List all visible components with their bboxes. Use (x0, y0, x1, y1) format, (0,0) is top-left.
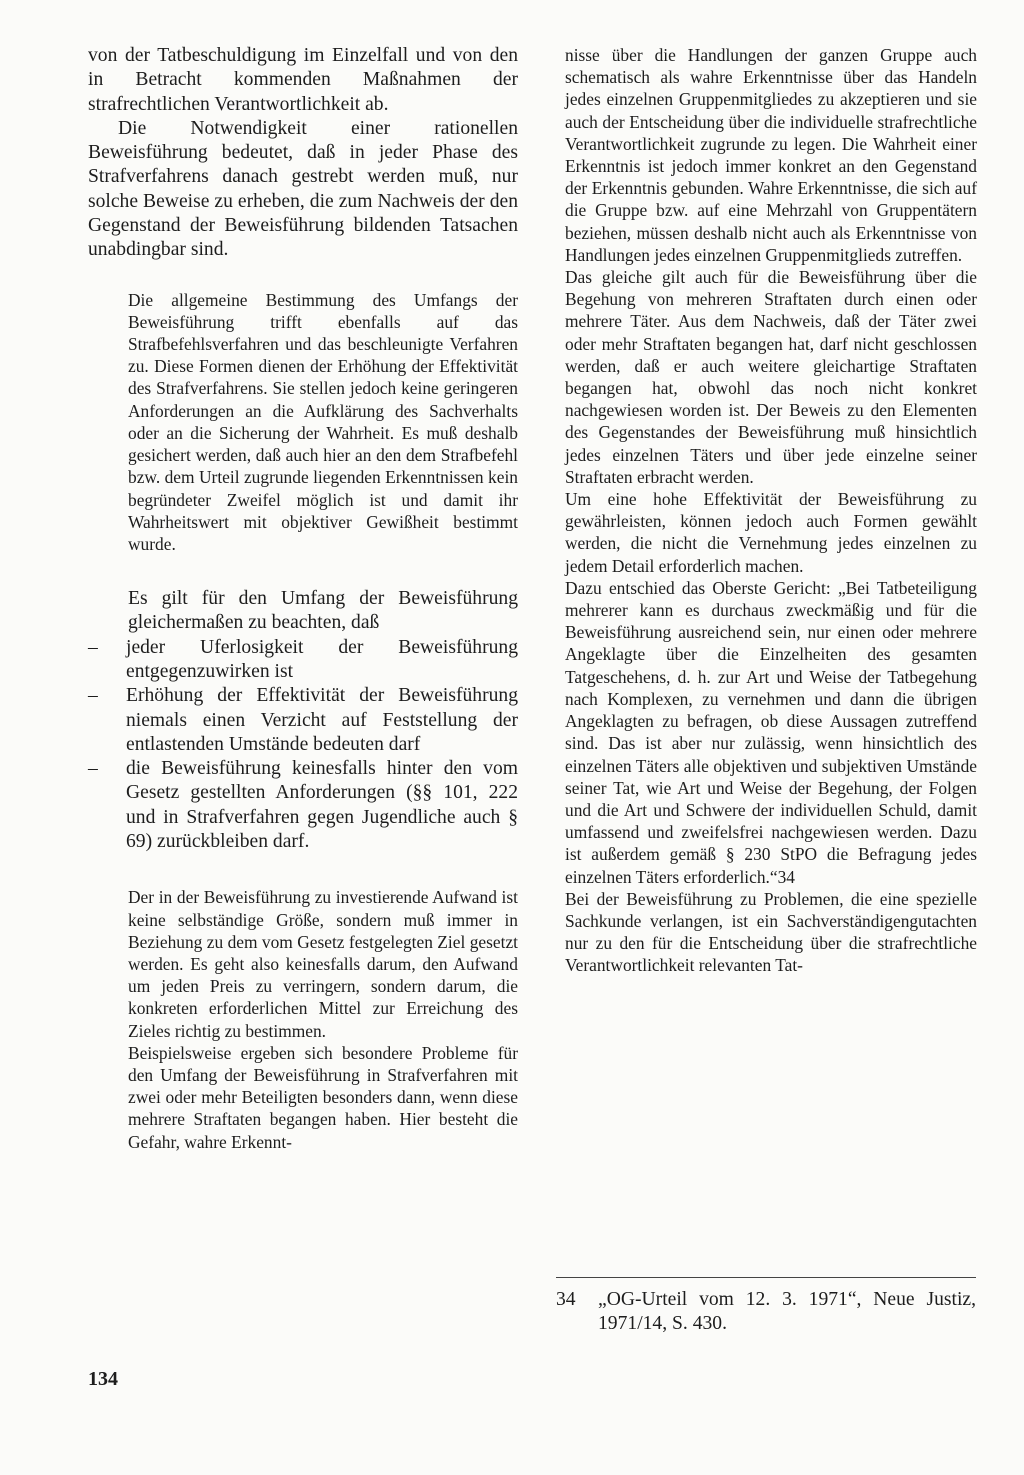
list-item: – Erhöhung der Effektivität der Beweisführung niemals einen Verzicht auf Feststellung der entlastenden Umstände bedeuten darf (88, 684, 518, 757)
paragraph: Das gleiche gilt auch für die Beweisführung über die Begehung von mehreren Straftaten durch einen oder mehrere Täter. Aus dem Nachweis, daß der Täter zwei oder mehr Straftaten begangen hat, darf nicht geschlossen werden, daß er auch weitere gleichartige Straftaten begangen hat, obwohl das noch nicht konkret nachgewiesen worden ist. Der Beweis zu den Elementen des Gegenstandes der Beweisführung muß hinsichtlich jedes einzelnen Täters und über jede einzelne seiner Straftaten erbracht werden. (565, 267, 977, 487)
quotation-paragraph: Dazu entschied das Oberste Gericht: „Bei Tatbeteiligung mehrerer kann es durchaus zweckmäßig und für die Beweisführung ausreichend sein, nur einen oder mehrere Angeklagte über die Einzelheiten des gesamten Tatgeschehens, d. h. zur Art und Weise der Tatbegehung nach Komplexen, zu vernehmen und dann die übrigen Angeklagten zu befragen, ob diese Aussagen zutreffend sind. Das ist aber nur zulässig, wenn hinsichtlich des einzelnen Täters alle objektiven und subjektiven Umstände seiner Tat, wie Art und Weise der Begehung, der Folgen und die Art und Schwere der individuellen Schuld, damit umfassend und zweifelsfrei nachgewiesen werden. Dazu ist außerdem gemäß § 230 StPO die Befragung jedes einzelnen Täters erforderlich.“34 (565, 577, 977, 887)
footnote-number: 34 (556, 1289, 576, 1310)
dash-list (88, 636, 518, 855)
paragraph: nisse über die Handlungen der ganzen Gruppe auch schematisch als wahre Erkenntnisse über das Handeln jedes einzelnen Gruppenmitgliedes zu akzeptieren und sie auch der Entscheidung über die individuelle strafrechtliche Verantwortlichkeit zugrunde zu legen. Die Wahrheit einer Erkenntnis ist jedoch immer konkret an den Gegenstand der Erkenntnis gebunden. Wahre Erkenntnisse, die sich auf die Gruppe bzw. auf eine Mehrzahl von Gruppentätern beziehen, müssen deshalb nicht auch als Erkenntnisse von Handlungen jedes einzelnen Gruppenmitglieds zutreffen. (565, 45, 977, 265)
inset-paragraph: Beispielsweise ergeben sich besondere Probleme für den Umfang der Beweisführung in Strafverfahren mit zwei oder mehr Beteiligten besonders dann, wenn diese mehrere Straftaten begangen haben. Hier besteht die Gefahr, wahre Erkennt- (128, 1042, 518, 1152)
footnote-text: „OG-Urteil vom 12. 3. 1971“, Neue Justiz, 1971/14, S. 430. (598, 1289, 976, 1335)
footnote-divider (556, 1277, 976, 1278)
page-number: 134 (88, 1368, 118, 1390)
paragraph: Es gilt für den Umfang der Beweisführung gleichermaßen zu beachten, daß (128, 588, 518, 634)
inset-paragraph: Der in der Beweisführung zu investierende Aufwand ist keine selbständige Größe, sondern muß immer in Beziehung zu dem vom Gesetz festgelegten Ziel gesetzt werden. Es geht also keinesfalls darum, den Aufwand um jeden Preis zu verringern, sondern darum, die konkreten erforderlichen Mittel zur Erreichung des Zieles richtig zu bestimmen. (128, 887, 518, 1041)
list-item: – die Beweisführung keinesfalls hinter den vom Gesetz gestellten Anforderungen (§§ 101, 222 und in Strafverfahren gegen Jugendliche auch § 69) zurückbleiben darf. (88, 757, 518, 854)
paragraph: Bei der Beweisführung zu Problemen, die eine spezielle Sachkunde verlangen, ist ein Sachverständigengutachten nur zu den für die Entscheidung über die strafrechtliche Verantwortlichkeit relevanten Tat- (565, 888, 977, 976)
paragraph: von der Tatbeschuldigung im Einzelfall und von den in Betracht kommenden Maßnahmen der strafrechtlichen Verantwortlichkeit ab. (88, 45, 518, 115)
left-column (88, 44, 518, 1153)
paragraph: Um eine hohe Effektivität der Beweisführung zu gewährleisten, können jedoch auch Formen gewählt werden, die nicht die Vernehmung jedes einzelnen zu jedem Detail erforderlich machen. (565, 489, 977, 576)
list-item: – jeder Uferlosigkeit der Beweisführung entgegenzuwirken ist (88, 636, 518, 685)
footnote (556, 1288, 976, 1335)
right-column (565, 44, 977, 977)
paragraph: Die Notwendigkeit einer rationellen Beweisführung bedeutet, daß in jeder Phase des Strafverfahrens danach gestrebt werden muß, nur solche Beweise zu erheben, die zum Nachweis der den Gegenstand der Beweisführung bildenden Tatsachen unabdingbar sind. (88, 117, 518, 261)
inset-paragraph: Die allgemeine Bestimmung des Umfangs der Beweisführung trifft ebenfalls auf das Strafbefehlsverfahren und das beschleunigte Verfahren zu. Diese Formen dienen der Erhöhung der Effektivität des Strafverfahrens. Sie stellen jedoch keine geringeren Anforderungen an die Aufklärung des Sachverhalts oder an die Sicherung der Wahrheit. Es muß deshalb gesichert werden, daß auch hier an den dem Strafbefehl bzw. dem Urteil zugrunde liegenden Erkenntnissen kein begründeter Zweifel möglich ist und damit ihr Wahrheitswert mit objektiver Gewißheit bestimmt wurde. (128, 289, 518, 554)
